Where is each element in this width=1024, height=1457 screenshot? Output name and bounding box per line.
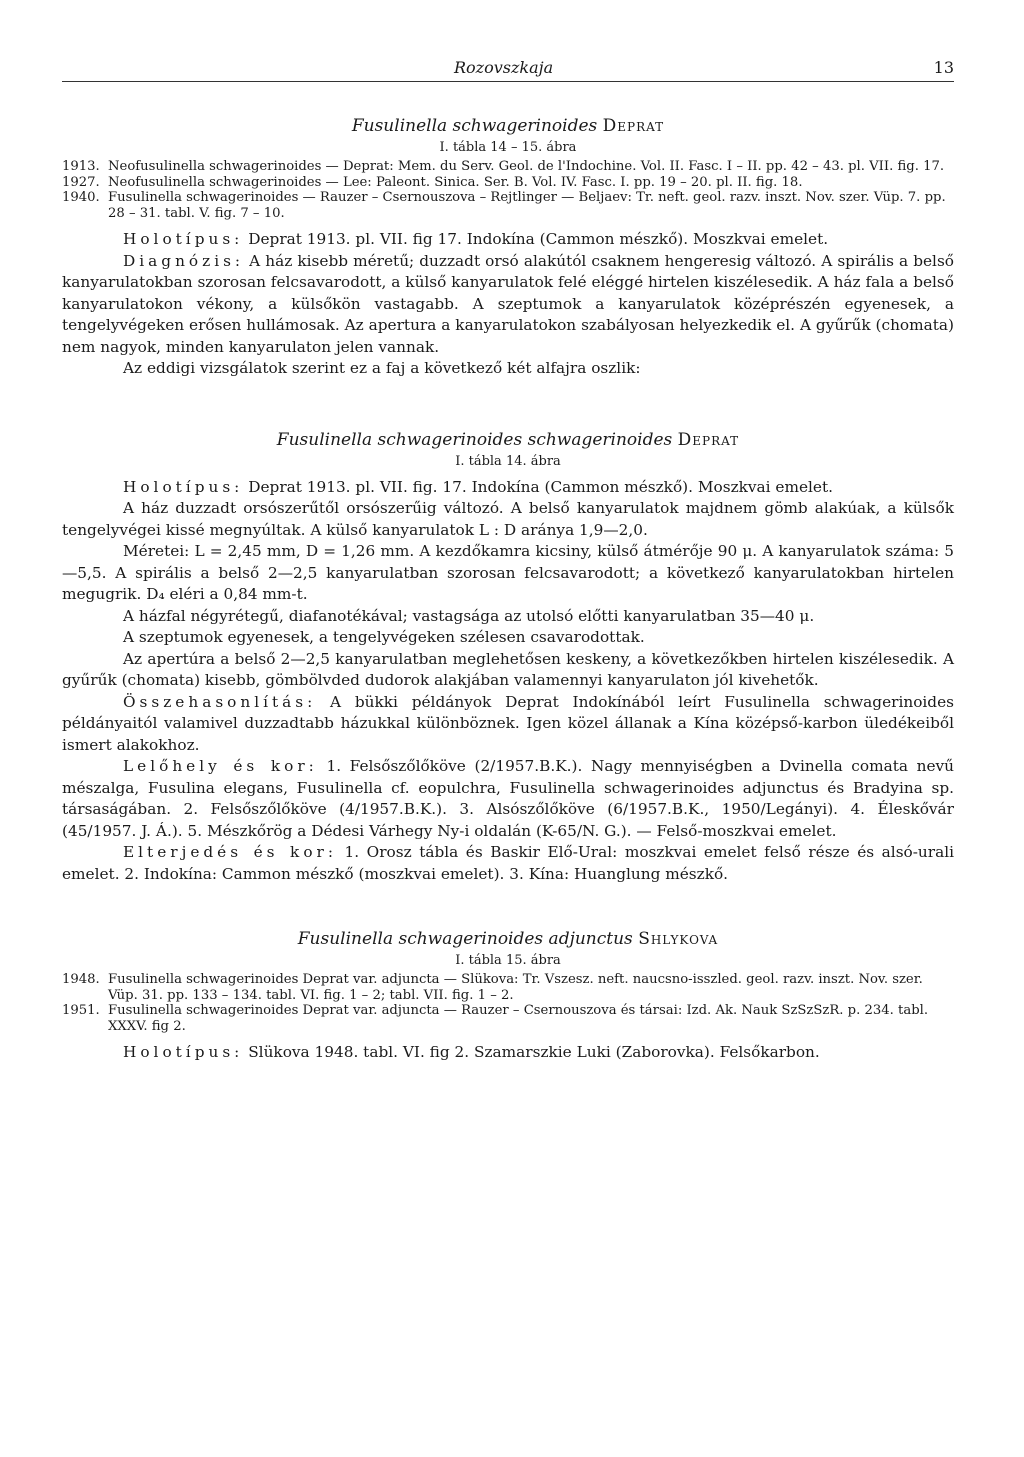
synonymy-text: Neofusulinella schwagerinoides — Deprat: Mem. du Serv. Geol. de l'Indochine. Vol. II. Fasc. I – II. pp. 42 – 43. pl. VII. fig. 17. [108,159,945,174]
synonymy-list [62,972,954,1034]
species-author: Deprat [677,429,740,450]
paragraph-text: A ház kisebb méretű; duzzadt orsó alakútól csaknem hengeresig változó. A spirális a belső kanyarulatokban szorosan felcsavarodott, a külső kanyarulatok felé eléggé hirtelen kiszélesedik. A ház fala a belső kanyarulatokon vékony, a külsőkön vastagabb. A szeptumok a kanyarulatok középrészén egyenesek, a tengelyvégeken erősen hullámosak. Az apertura a kanyarulatokon szabályosan helyezkedik el. A gyűrűk (chomata) nem nagyok, minden kanyarulaton jelen vannak. [62,251,954,356]
running-header [62,58,954,82]
paragraph-lead: Holotípus: [123,477,244,496]
synonymy-text: Fusulinella schwagerinoides — Rauzer – Csernouszova – Rejtlinger — Beljaev: Tr. neft. geol. razv. inszt. Nov. szer. Vüp. 7. pp. 28 – 31. tabl. V. fig. 7 – 10. [108,190,946,221]
paragraph-text: A ház duzzadt orsószerűtől orsószerűig változó. A belső kanyarulatok majdnem gömb alakúak, a külsők tengelyvégei kissé megnyúltak. A külső kanyarulatok L : D aránya 1,9—2,0. [62,499,954,539]
body-paragraph [62,627,954,649]
paragraph-text: Deprat 1913. pl. VII. fig 17. Indokína (Cammon mészkő). Moszkvai emelet. [243,230,829,248]
plate-reference: I. tábla 14. ábra [455,453,561,469]
synonymy-entry [62,159,954,175]
species-title-3 [62,929,954,949]
species-name: Fusulinella schwagerinoides adjunctus [297,929,633,949]
paragraph-lead: Lelőhely és kor: [123,757,318,775]
paragraph-lead: Holotípus: [123,1043,244,1061]
paragraph-text: Méretei: L = 2,45 mm, D = 1,26 mm. A kezdőkamra kicsiny, külső átmérője 90 μ. A kanyarulatok száma: 5—5,5. A spirális a belső 2—2,5 kanyarulatban szorosan felcsavarodott; a következő kanyarulatokban hirtelen megugrik. D₄ eléri a 0,84 mm-t. [62,542,954,603]
paragraph-text: A bükki példányok Deprat Indokínából leírt Fusulinella schwagerinoides példányaitól valamivel duzzadtabb házukkal különböznek. Igen közel állanak a Kína középső-karbon üledékeiből ismert alakokhoz. [62,692,954,754]
species-author: Deprat [602,116,665,136]
synonymy-list [62,159,954,221]
page-number: 13 [933,58,954,77]
synonymy-text: Neofusulinella schwagerinoides — Lee: Paleont. Sinica. Ser. B. Vol. IV. Fasc. I. pp. 19 – 20. pl. II. fig. 18. [108,174,803,190]
plate-reference: I. tábla 14 – 15. ábra [439,140,577,155]
synonymy-text: Fusulinella schwagerinoides Deprat var. adjuncta — Rauzer – Csernouszova és társai: Izd. Ak. Nauk SzSzSzR. p. 234. tabl. XXXV. fig 2. [108,1003,929,1034]
plate-reference: I. tábla 15. ábra [455,953,561,968]
holotype-paragraph [62,1042,954,1064]
body-paragraph [62,498,954,541]
holotype-paragraph [62,229,954,251]
paragraph-lead: Diagnózis: [123,251,245,270]
body-paragraph [62,649,954,692]
body-paragraph [62,606,954,628]
holotype-paragraph [62,477,954,499]
synonymy-year: 1948. [62,972,100,987]
diagnosis-paragraph [62,251,954,359]
synonymy-year: 1940. [62,190,100,205]
comparison-paragraph [62,692,954,757]
synonymy-year: 1951. [62,1003,100,1018]
paragraph-text: Deprat 1913. pl. VII. fig. 17. Indokína (Cammon mészkő). Moszkvai emelet. [243,477,833,496]
species-author: Shlykova [638,929,719,949]
synonymy-entry [62,175,954,191]
paragraph-text: Slükova 1948. tabl. VI. fig 2. Szamarszkie Luki (Zaborovka). Felsőkarbon. [243,1043,820,1061]
paragraph-text: Az eddigi vizsgálatok szerint ez a faj a következő két alfajra oszlik: [123,359,641,377]
paragraph-lead: Elterjedés és kor: [123,843,337,861]
synonymy-year: 1913. [62,159,100,174]
body-paragraph [62,358,954,380]
paragraph-text: A házfal négyrétegű, diafanotékával; vastagsága az utolsó előtti kanyarulatban 35—40 μ. [123,606,815,625]
species-name: Fusulinella schwagerinoides schwagerinoides [276,429,673,450]
paragraph-text: A szeptumok egyenesek, a tengelyvégeken szélesen csavarodottak. [123,628,645,646]
paragraph-text: 1. Felsőszőlőköve (2/1957.B.K.). Nagy mennyiségben a Dvinella comata nevű mészalga, Fusulina elegans, Fusulinella cf. eopulchra, Fusulinella schwagerinoides adjunctus és Bradyina sp. társaságában. 2. Felsőszőlőköve (4/1957.B.K.). 3. Alsószőlőköve (6/1957.B.K., 1950/Legányi). 4. Éleskővár (45/1957. J. Á.). 5. Mészkőrög a Dédesi Várhegy Ny-i oldalán (K-65/N. G.). — Felső-moszkvai emelet. [62,757,954,840]
species-title-2 [62,430,954,450]
species-name: Fusulinella schwagerinoides [351,116,598,136]
species-title-1 [62,116,954,136]
page [62,58,954,1064]
paragraph-text: 1. Orosz tábla és Baskir Elő-Ural: moszkvai emelet felső része és alsó-urali emelet. 2. Indokína: Cammon mészkő (moszkvai emelet). 3. Kína: Huanglung mészkő. [62,843,954,883]
synonymy-entry [62,972,954,1003]
synonymy-text: Fusulinella schwagerinoides Deprat var. adjuncta — Slükova: Tr. Vszesz. neft. naucsno-isszled. geol. razv. inszt. Nov. szer. Vüp. 31. pp. 133 – 134. tabl. VI. fig. 1 – 2; tabl. VII. fig. 1 – 2. [108,972,923,1003]
paragraph-text: Az apertúra a belső 2—2,5 kanyarulatban meglehetősen keskeny, a következőkben hirtelen kiszélesedik. A gyűrűk (chomata) kisebb, gömbölvded dudorok alakjában valamennyi kanyarulaton jól kivehetők. [62,649,954,689]
running-head: Rozovszkaja [454,58,554,77]
synonymy-entry [62,190,954,221]
body-paragraph [62,541,954,606]
locality-paragraph [62,756,954,842]
paragraph-lead: Holotípus: [123,230,244,248]
synonymy-year: 1927. [62,174,100,190]
synonymy-entry [62,1003,954,1034]
distribution-paragraph [62,842,954,885]
paragraph-lead: Összehasonlítás: [123,692,317,711]
